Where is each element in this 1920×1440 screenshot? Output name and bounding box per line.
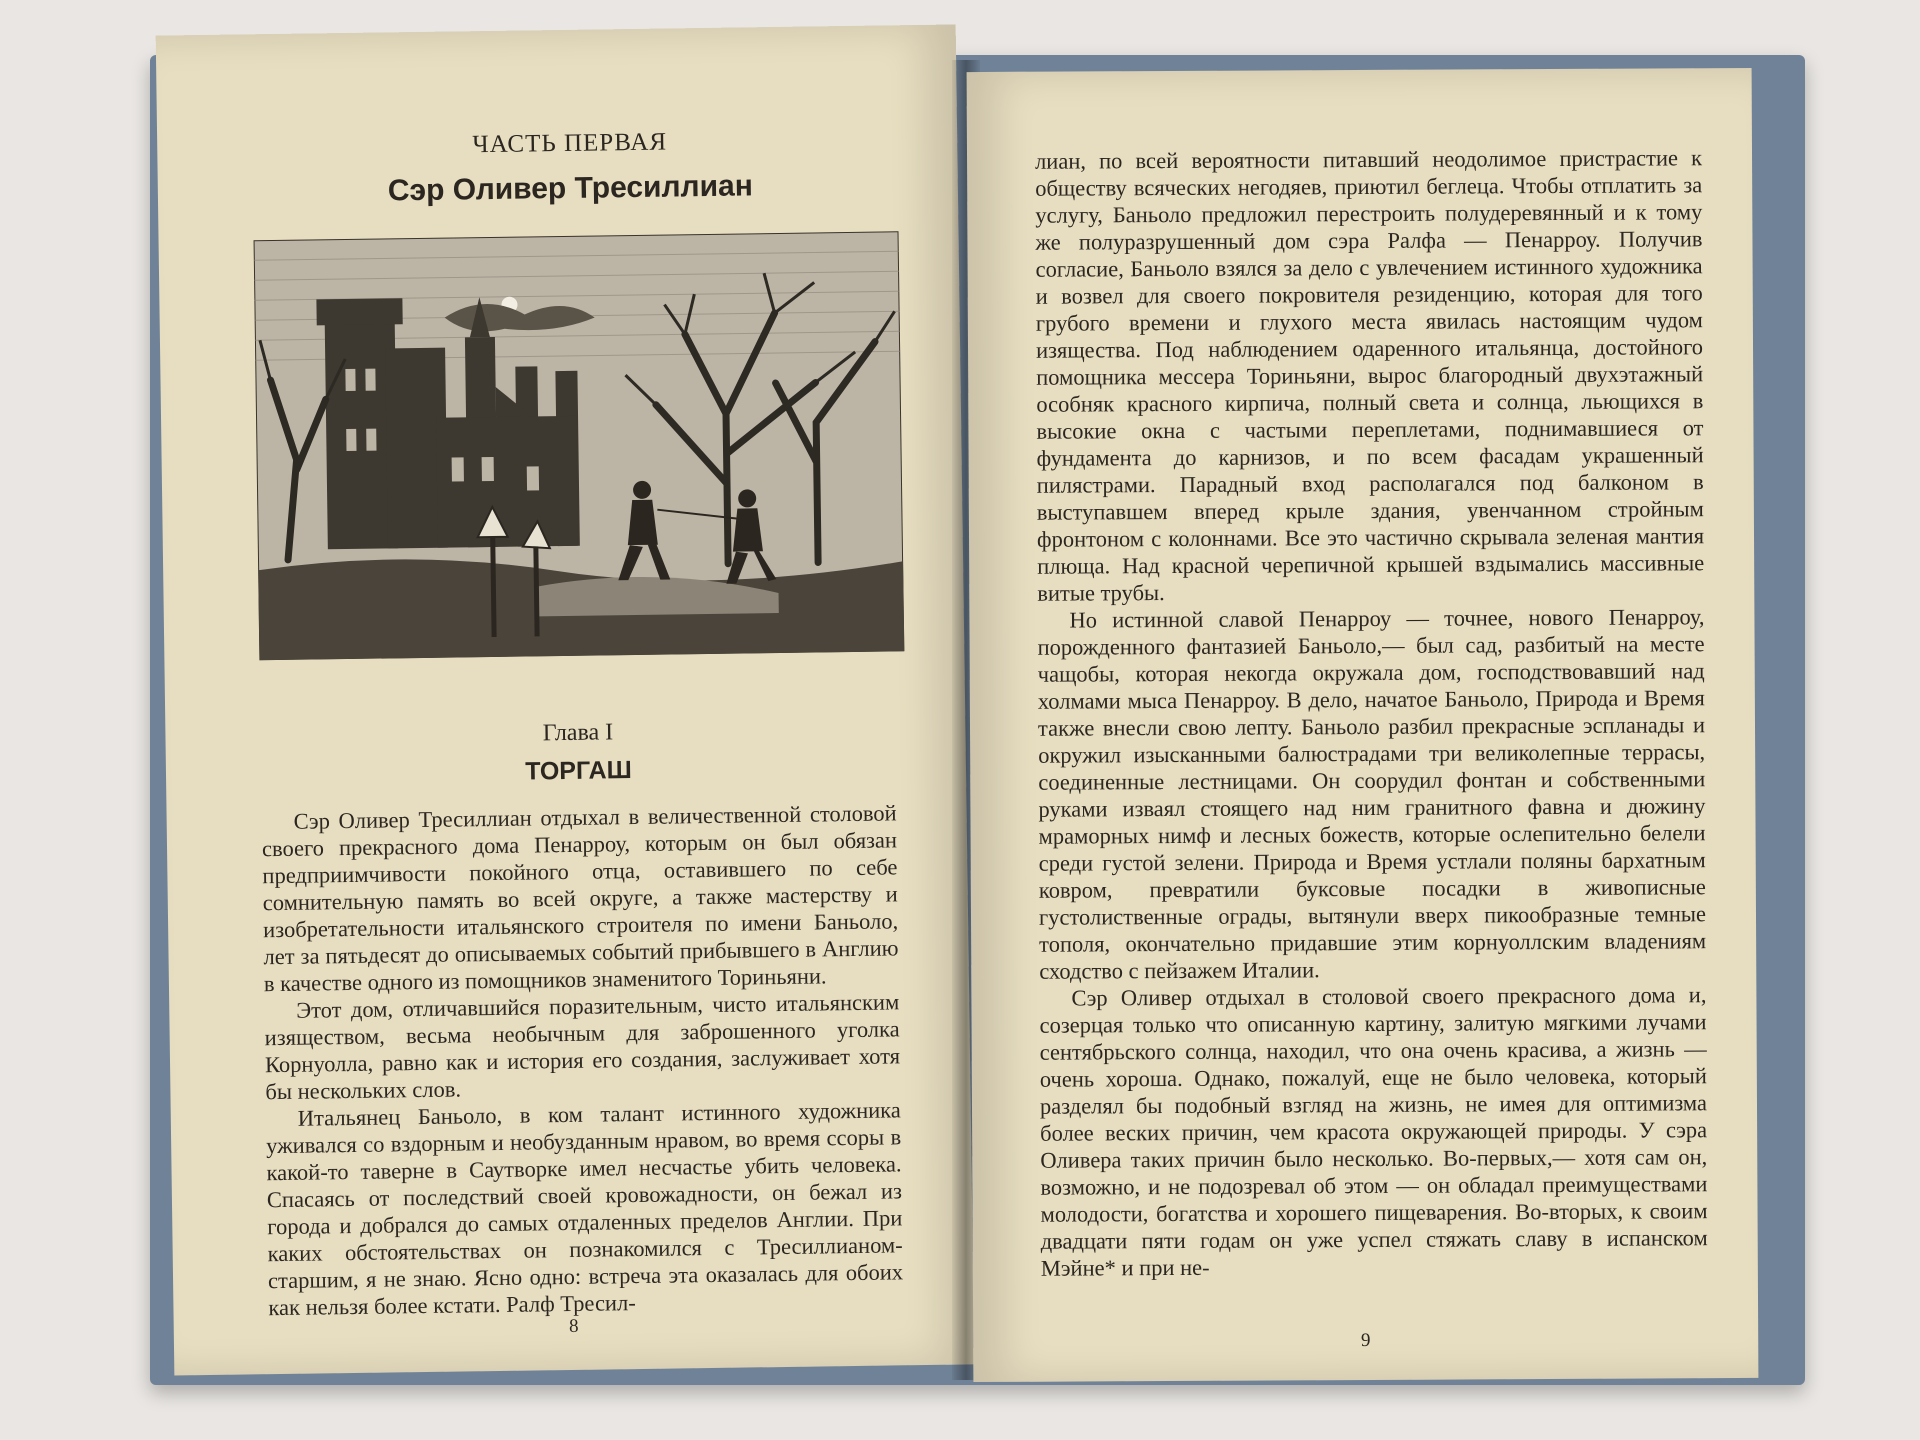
page-number: 9 (1360, 1329, 1371, 1352)
chapter-number: Глава I (542, 719, 614, 747)
part-title: ЧАСТЬ ПЕРВАЯ (472, 128, 668, 159)
book-title: Сэр Оливер Тресиллиан (387, 169, 754, 208)
paragraph: лиан, по всей вероятности питавший неодолимое пристрастие к обществу всяческих негодяев, приютил беглеца. Чтобы отплатить за услугу, Баньоло предложил перестроить полудеревянный и к тому же полуразрушенный дом сэра Ралфа — Пенарроу. Получив согласие, Баньоло взялся за дело с увлечением истинного художника и возвел для своего покровителя резиденцию, которая для того грубого времени и глухого места явилась настоящим чудом изящества. Под наблюдением одаренного итальянца, достойного помощника мессера Ториньяни, вырос благородный двухэтажный особняк красного кирпича, полный света и солнца, льющихся в высокие окна с частыми переплетами, поднимавшиеся от фундамента до карнизов, и по всем фасадам украшенный пилястрами. Парадный вход располагался под балконом в выступавшем вперед крыле здания, увенчанном стройным фронтоном с колоннами. Все это частично скрывала зеленая мантия плюща. Над красной черепичной крышей вздымались массивные витые трубы. (1034, 145, 1705, 606)
paragraph: Этот дом, отличавшийся поразительным, чисто итальянским изяществом, весьма необычным для заброшенного уголка Корнуолла, равно как и история его создания, заслуживает хотя бы нескольких слов. (264, 989, 901, 1105)
chapter-title: ТОРГАШ (525, 756, 632, 786)
engraving-illustration (254, 231, 905, 660)
left-page-text (261, 799, 903, 1321)
right-page-text (1035, 144, 1708, 1281)
paragraph: Итальянец Баньоло, в ком талант истинного художника уживался со вздорным и необузданным нравом, во время ссоры в какой-то таверне в Саутворке имел несчастье убить человека. Спасаясь от последствий своей кровожадности, он бежал из города и добрался до самых отдаленных пределов Англии. При каких обстоятельствах он познакомился с Тресиллианом-старшим, я не знаю. Ясно одно: встреча эта оказалась для обоих как нельзя более кстати. Ралф Тресил- (266, 1097, 904, 1321)
paragraph: Сэр Оливер Тресиллиан отдыхал в величественной столовой своего прекрасного дома Пенарроу, которым он был обязан предприимчивости покойного отца, оставившего по себе сомнительную память во всей округе, а также мастерству и изобретательности итальянского строителя по имени Баньоло, лет за пятьдесят до описываемых событий прибывшего в Англию в качестве одного из помощников знаменитого Ториньяни. (261, 800, 899, 997)
right-page (967, 68, 1759, 1382)
paragraph: Но истинной славой Пенарроу — точнее, нового Пенарроу, порожденного фантазией Баньоло,— был сад, разбитый на месте чащобы, которая некогда окружала дом, господствовавший над холмами мыса Пенарроу. В дело, начатое Баньоло, Природа и Время также внесли свою лепту. Баньоло разбил прекрасные эспланады и окружил изысканными балюстрадами три великолепные террасы, соединенные лестницами. Он соорудил фонтан и собственными руками изваял стоящего над ним гранитного фавна и дюжину мраморных нимф и лесных божеств, которые ослепительно белели среди густой зелени. Природа и Время устлали поляны бархатным ковром, превратили буксовые посадки в живописные густолиственные ограды, вытянули вверх пикообразные темные тополя, окончательно придавшие этим корнуоллским владениям сходство с пейзажем Италии. (1037, 604, 1707, 984)
page-number: 8 (568, 1315, 579, 1338)
left-page (156, 24, 975, 1375)
paragraph: Сэр Оливер отдыхал в столовой своего прекрасного дома и, созерцая только что описанную картину, залитую мягкими лучами сентябрьского солнца, находил, что она очень красива, а жизнь — очень хороша. Однако, пожалуй, еще не было человека, который разделял бы подобный взгляд на жизнь, не имея для оптимизма более веских причин, чем красота окружающей природы. У сэра Оливера таких причин было несколько. Во-первых,— хотя сам он, возможно, и не подозревал об этом — он обладал преимуществами молодости, богатства и хорошего пищеварения. Во-вторых, к своим двадцати пяти годам он уже успел стяжать славу в испанском Мэйне* и при не- (1039, 982, 1708, 1281)
